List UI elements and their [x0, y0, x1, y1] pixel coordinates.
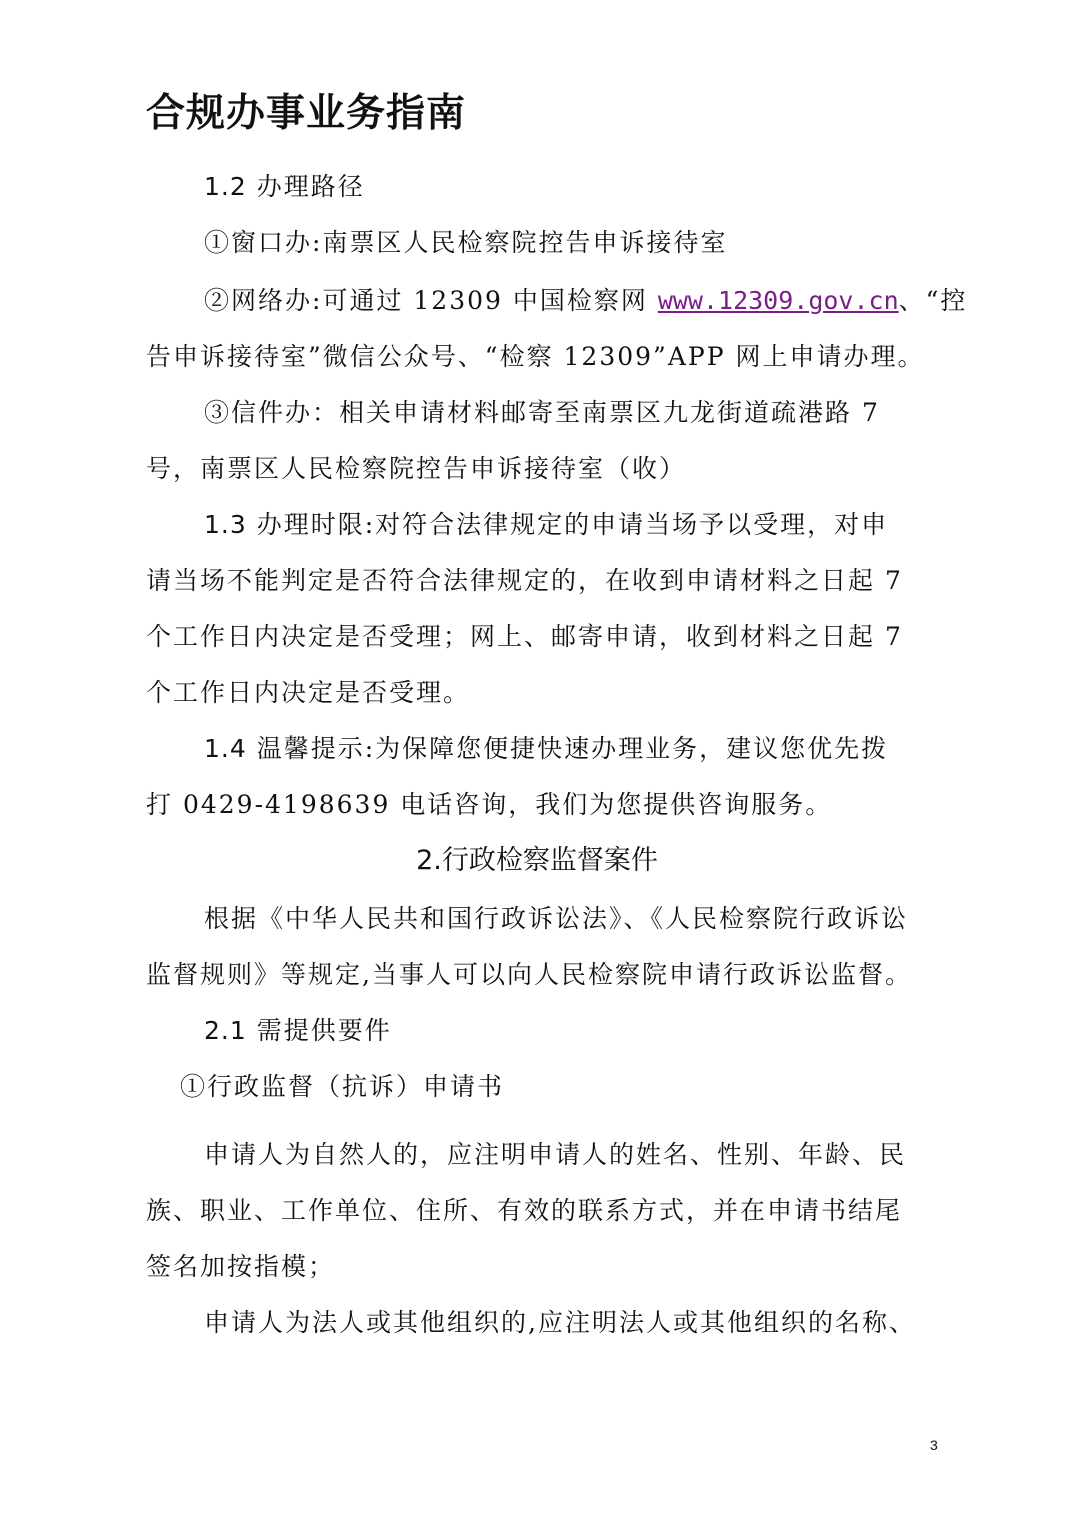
online-route — [204, 284, 967, 318]
section-2-title: 2.行政检察监督案件 — [416, 845, 658, 876]
window-route — [204, 226, 727, 260]
window-text: 南票区人民检察院控告申诉接待室 — [322, 228, 728, 257]
section-2-intro-line2: 监督规则》等规定,当事人可以向人民检察院申请行政诉讼监督。 — [146, 960, 912, 989]
online-label: ②网络办: — [204, 286, 323, 315]
page-number: 3 — [930, 1437, 938, 1453]
section-heading-text: 办理路径 — [256, 172, 365, 201]
section-heading-text: 需提供要件 — [256, 1016, 392, 1045]
section-text: 温馨提示:为保障您便捷快速办理业务，建议您优先拨 — [256, 734, 889, 763]
section-text: 办理时限:对符合法律规定的申请当场予以受理，对申 — [256, 510, 889, 539]
section-1-4-line1 — [204, 732, 888, 766]
requirement-item-1: ①行政监督（抗诉）申请书 — [180, 1072, 505, 1101]
section-number: 1.4 — [204, 734, 247, 763]
online-text-cont: 、“控 — [898, 286, 968, 315]
section-2-1-heading — [204, 1014, 392, 1048]
section-number: 1.2 — [204, 172, 247, 201]
window-label: ①窗口办: — [204, 228, 323, 257]
section-heading-1-2 — [204, 170, 365, 204]
section-1-3-line4: 个工作日内决定是否受理。 — [146, 678, 471, 707]
section-1-3-line2: 请当场不能判定是否符合法律规定的，在收到申请材料之日起 7 — [146, 566, 903, 595]
natural-person-line2: 族、职业、工作单位、住所、有效的联系方式，并在申请书结尾 — [146, 1196, 903, 1225]
mail-route-line1: ③信件办：相关申请材料邮寄至南票区九龙街道疏港路 7 — [204, 398, 880, 427]
natural-person-line3: 签名加按指模； — [146, 1252, 336, 1281]
natural-person-line1: 申请人为自然人的，应注明申请人的姓名、性别、年龄、民 — [204, 1140, 907, 1169]
legal-person-line1: 申请人为法人或其他组织的,应注明法人或其他组织的名称、 — [204, 1308, 916, 1337]
section-number: 2.1 — [204, 1016, 247, 1045]
section-1-3-line3: 个工作日内决定是否受理；网上、邮寄申请，收到材料之日起 7 — [146, 622, 903, 651]
page-title: 合规办事业务指南 — [146, 91, 467, 136]
online-text: 可通过 12309 中国检察网 — [322, 286, 658, 315]
section-number: 1.3 — [204, 510, 247, 539]
section-1-3-line1 — [204, 508, 888, 542]
online-route-line2: 告申诉接待室”微信公众号、“检察 12309”APP 网上申请办理。 — [146, 342, 925, 371]
section-1-4-line2: 打 0429-4198639 电话咨询，我们为您提供咨询服务。 — [146, 790, 833, 819]
section-2-intro-line1: 根据《中华人民共和国行政诉讼法》、《人民检察院行政诉讼 — [204, 904, 909, 933]
website-link[interactable]: www.12309.gov.cn — [657, 286, 899, 315]
mail-route-line2: 号，南票区人民检察院控告申诉接待室（收） — [146, 454, 687, 483]
